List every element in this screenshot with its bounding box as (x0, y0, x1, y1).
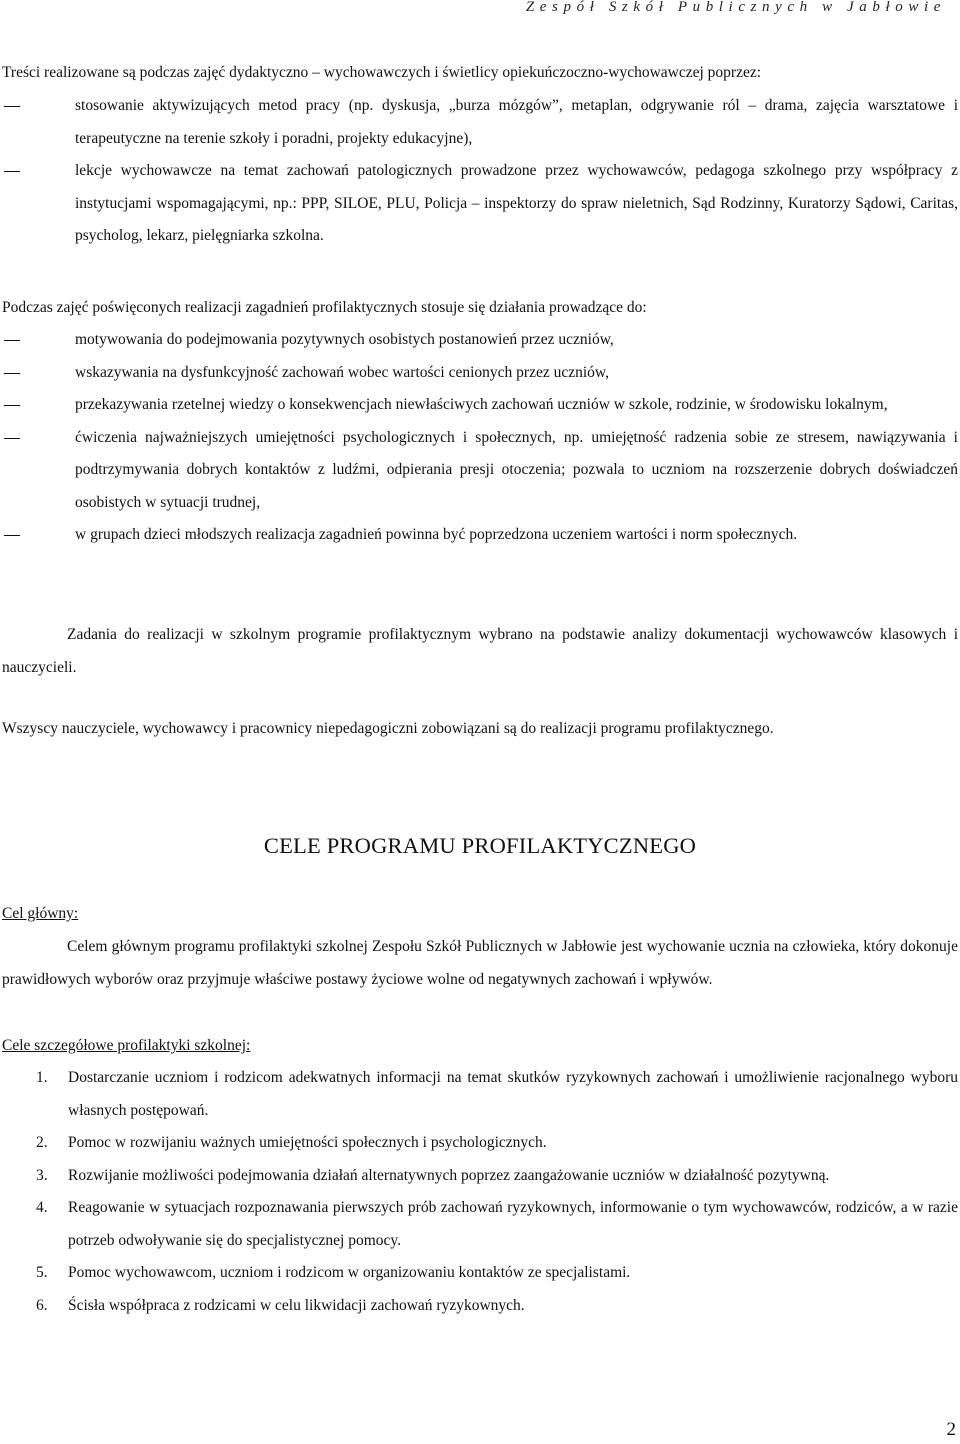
staff-paragraph: Wszyscy nauczyciele, wychowawcy i pracownicy niepedagogiczni zobowiązani są do realizacji programu profilaktycznego. (2, 720, 774, 737)
list-item-text: lekcje wychowawcze na temat zachowań patologicznych prowadzone przez wychowawców, pedagoga szkolnego przy współpracy z instytucjami wspomagającymi, np.: PPP, SILOE, PLU, Policja – inspektorzy do spraw nieletnich, Sąd Rodzinny, Kuratorzy Sądowi, Caritas, psycholog, lekarz, pielęgniarka szkolna. (75, 162, 958, 244)
list-item-text: Dostarczanie uczniom i rodzicom adekwatnych informacji na temat skutków ryzykownych zachowań i umożliwienie racjonalnego wyboru własnych postępowań. (68, 1069, 958, 1119)
detailed-goals-label (2, 1030, 958, 1063)
intro-paragraph: Treści realizowane są podczas zajęć dydaktyczno – wychowawczych i świetlicy opiekuńczoczno-wychowawczej poprzez: (2, 64, 762, 81)
list-item-number: 4. (36, 1199, 48, 1216)
list-item (0, 1290, 960, 1323)
list-item (0, 1160, 960, 1193)
list-item-text: Pomoc wychowawcom, uczniom i rodzicom w organizowaniu kontaktów ze specjalistami. (68, 1264, 631, 1281)
main-goal-paragraph: Celem głównym programu profilaktyki szkolnej Zespołu Szkół Publicznych w Jabłowie jest wychowanie ucznia na człowieka, który dokonuje prawidłowych wyborów oraz przyjmuje właściwe postawy życiowe wolne od negatywnych zachowań i wpływów. (2, 938, 958, 988)
detailed-goals-list (0, 1062, 960, 1322)
main-goal-label (2, 898, 958, 931)
list-item (0, 1127, 960, 1160)
list-item (0, 389, 960, 422)
list-item (0, 357, 960, 390)
list-item-text: stosowanie aktywizujących metod pracy (np. dyskusja, „burza mózgów”, metaplan, odgrywanie ról – drama, zajęcia warsztatowe i terapeutyczne na terenie szkoły i poradni, projekty edukacyjne), (75, 97, 958, 147)
list-item-text: Pomoc w rozwijaniu ważnych umiejętności społecznych i psychologicznych. (68, 1134, 547, 1151)
school-name-header: Zespół Szkół Publicznych w Jabłowie (525, 0, 946, 15)
list-item-text: motywowania do podejmowania pozytywnych osobistych postanowień przez uczniów, (75, 331, 614, 348)
list-item-number: 3. (36, 1166, 48, 1184)
section-title: CELE PROGRAMU PROFILAKTYCZNEGO (263, 833, 697, 858)
list-item (0, 324, 960, 357)
list-item (0, 155, 960, 253)
methods-list (0, 90, 960, 253)
list-item-text: Rozwijanie możliwości podejmowania działań alternatywnych poprzez zaangażowanie uczniów w działalność pozytywną. (68, 1166, 830, 1184)
list-item (0, 90, 960, 155)
list-item-text: ćwiczenia najważniejszych umiejętności psychologicznych i społecznych, np. umiejętność radzenia sobie ze stresem, nawiązywania i podtrzymywania dobrych kontaktów z ludźmi, odpierania presji otoczenia; pozwala to uczniom na rozszerzenie dobrych doświadczeń osobistych w sytuacji trudnej, (75, 428, 958, 511)
main-goal-label-text: Cel główny: (2, 905, 79, 922)
list-item-number: 2. (36, 1134, 48, 1151)
activities-intro: Podczas zajęć poświęconych realizacji zagadnień profilaktycznych stosuje się działania prowadzące do: (2, 299, 647, 316)
list-item (0, 1192, 960, 1257)
list-item-text: przekazywania rzetelnej wiedzy o konsekwencjach niewłaściwych zachowań uczniów w szkole, rodzinie, w środowisku lokalnym, (75, 396, 888, 413)
list-item (0, 519, 960, 552)
list-item-number: 1. (36, 1069, 48, 1086)
list-item-text: Reagowanie w sytuacjach rozpoznawania pierwszych prób zachowań ryzykownych, informowanie o tym wychowawców, rodziców, a w razie potrzeb odwoływanie się do specjalistycznej pomocy. (68, 1199, 958, 1249)
page-number: 2 (946, 1419, 956, 1440)
list-item-text: Ścisła współpraca z rodzicami w celu likwidacji zachowań ryzykownych. (68, 1296, 525, 1314)
activities-list (0, 324, 960, 552)
detailed-goals-label-text: Cele szczegółowe profilaktyki szkolnej: (2, 1037, 251, 1054)
list-item (0, 1257, 960, 1290)
list-item-text: wskazywania na dysfunkcyjność zachowań wobec wartości cenionych przez uczniów, (75, 363, 609, 381)
page-header (0, 0, 960, 20)
list-item (0, 422, 960, 520)
tasks-paragraph: Zadania do realizacji w szkolnym programie profilaktycznym wybrano na podstawie analizy dokumentacji wychowawców klasowych i nauczycieli. (2, 626, 958, 676)
list-item-number: 5. (36, 1264, 48, 1281)
list-item (0, 1062, 960, 1127)
list-item-text: w grupach dzieci młodszych realizacja zagadnień powinna być poprzedzona uczeniem wartości i norm społecznych. (75, 526, 798, 543)
list-item-number: 6. (36, 1296, 48, 1314)
